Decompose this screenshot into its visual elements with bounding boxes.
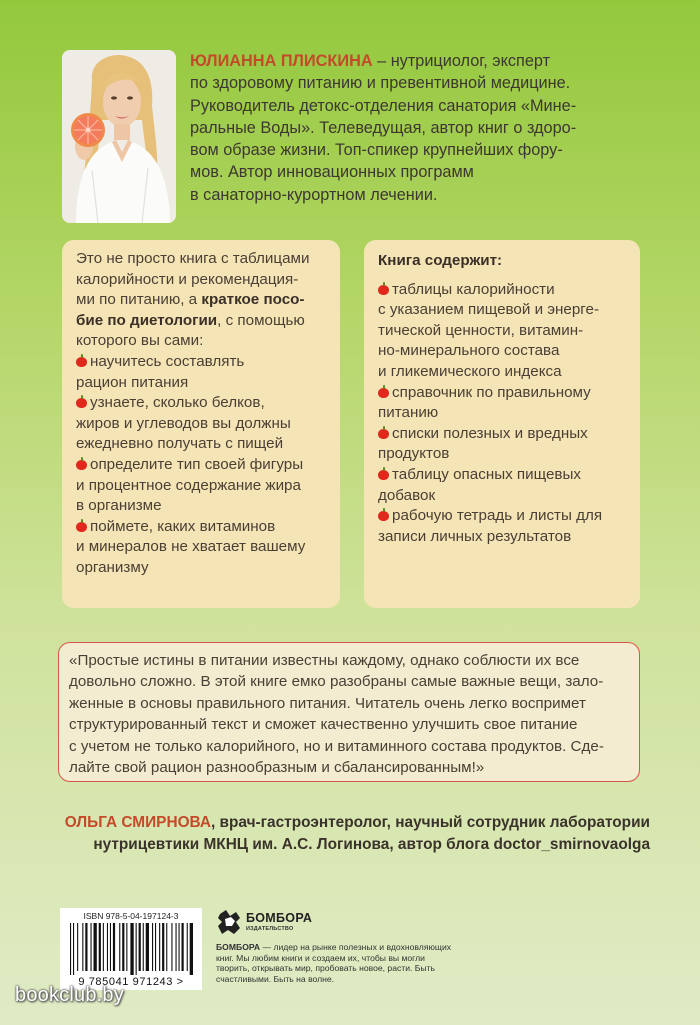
bio-line: ральные Воды». Телеведущая, автор книг о здоро- — [190, 118, 577, 137]
publisher-subtitle: ИЗДАТЕЛЬСТВО — [246, 926, 294, 932]
apple-bullet-icon — [378, 510, 389, 521]
item-line: поймете, каких витаминов — [90, 517, 276, 535]
benefits-list — [76, 352, 334, 579]
bio-line: в санаторно-курортном лечении. — [190, 185, 438, 204]
item-line: тической ценности, витамин- — [378, 321, 584, 339]
bio-line: вом образе жизни. Топ-спикер крупнейших фору- — [190, 141, 563, 160]
item-line: организму — [76, 558, 149, 576]
apple-bullet-icon — [378, 284, 389, 295]
item-line: и гликемического индекса — [378, 362, 562, 380]
item-line: записи личных результатов — [378, 527, 572, 545]
apple-bullet-icon — [76, 356, 87, 367]
quote-line: женные в основы правильного питания. Читатель очень легко воспримет — [69, 694, 586, 712]
item-line: списки полезных и вредных — [392, 424, 588, 442]
list-item — [378, 506, 634, 547]
list-item — [378, 280, 634, 383]
item-line: рацион питания — [76, 373, 189, 391]
bio-line: мов. Автор инновационных программ — [190, 163, 474, 182]
author-bio — [190, 50, 650, 206]
author-name: ЮЛИАННА ПЛИСКИНА — [190, 52, 373, 70]
item-line: таблицу опасных пищевых — [392, 465, 581, 483]
item-line: рабочую тетрадь и листы для — [392, 507, 603, 525]
list-item — [76, 352, 334, 393]
item-line: ежедневно получать с пищей — [76, 435, 284, 453]
quote-line: структурированный текст и сможет качественно улучшить свое питание — [69, 716, 578, 734]
publisher-description — [216, 942, 456, 984]
apple-bullet-icon — [76, 521, 87, 532]
isbn-label: ISBN 978-5-04-197124-3 — [83, 911, 179, 921]
reviewer-name: ОЛЬГА СМИРНОВА — [64, 814, 211, 831]
apple-bullet-icon — [378, 469, 389, 480]
item-line: узнаете, сколько белков, — [90, 394, 265, 412]
quote-line: довольно сложно. В этой книге емко разобраны самые важные вещи, зало- — [69, 673, 604, 691]
item-line: в организме — [76, 497, 162, 515]
book-contents-panel — [364, 240, 640, 608]
barcode-digits: 9 785041 971243 > — [78, 976, 184, 988]
apple-bullet-icon — [378, 387, 389, 398]
list-item — [378, 465, 634, 506]
barcode-bars — [64, 923, 198, 975]
list-item — [76, 455, 334, 517]
publisher-desc-text: — лидер на рынке полезных и вдохновляющих книг. Мы любим книги и создаем их, чтобы вы могли творить, открывать мир, пробовать новое, расти. Быть счастливыми. Быть на волне. — [216, 942, 452, 984]
item-line: таблицы калорийности — [392, 280, 555, 298]
item-line: питанию — [378, 404, 439, 422]
intro-highlight: краткое посо- — [201, 291, 305, 309]
item-line: научитесь составлять — [90, 352, 245, 370]
bio-line: Руководитель детокс-отделения санатория «Мине- — [190, 96, 577, 115]
contents-heading: Книга содержит: — [378, 252, 503, 269]
bombora-logo-icon — [216, 908, 244, 936]
review-quote — [69, 650, 637, 778]
isbn-barcode — [60, 908, 202, 990]
publisher-name: БОМБОРА — [246, 911, 313, 925]
intro-line: Это не просто книга с таблицами — [76, 250, 310, 267]
intro-line: калорийности и рекомендация- — [76, 270, 299, 288]
reviewer-credit — [60, 812, 650, 856]
watermark: bookclub.by — [15, 984, 124, 1006]
item-line: с указанием пищевой и энерге- — [378, 301, 600, 319]
item-line: добавок — [378, 486, 436, 504]
item-line: справочник по правильному — [392, 383, 591, 401]
list-item — [76, 393, 334, 455]
list-item — [378, 424, 634, 465]
publisher-desc-name: БОМБОРА — [216, 942, 261, 952]
reviewer-title: , врач-гастроэнтеролог, научный сотрудник лаборатории — [211, 814, 650, 831]
intro-line: которого вы сами: — [76, 332, 204, 350]
quote-line: с учетом не только калорийного, но и витаминного состава продуктов. Сде- — [69, 737, 604, 755]
intro-highlight: бие по диетологии — [76, 311, 218, 329]
item-line: жиров и углеводов вы должны — [76, 414, 291, 432]
apple-bullet-icon — [76, 459, 87, 470]
intro-line: , с помощью — [217, 311, 305, 329]
reviewer-title: нутрицевтики МКНЦ им. А.С. Логинова, автор блога doctor_smirnovaolga — [93, 836, 650, 853]
list-item — [76, 517, 334, 579]
review-quote-box — [58, 642, 640, 782]
item-line: определите тип своей фигуры — [90, 455, 304, 473]
contents-list — [378, 280, 634, 548]
item-line: и минералов не хватает вашему — [76, 538, 306, 556]
item-line: продуктов — [378, 445, 450, 463]
bio-line: – нутрициолог, эксперт — [372, 52, 551, 70]
intro-line: ми по питанию, а — [76, 291, 202, 309]
quote-line: лайте свой рацион разнообразным и сбалансированным!» — [69, 759, 485, 777]
item-line: но-минерального состава — [378, 342, 560, 360]
apple-bullet-icon — [76, 397, 87, 408]
item-line: и процентное содержание жира — [76, 476, 301, 494]
benefits-intro — [76, 249, 334, 352]
book-benefits-panel — [62, 240, 340, 608]
author-photo — [62, 50, 176, 223]
quote-line: «Простые истины в питании известны каждому, однако соблюсти их все — [69, 652, 580, 669]
apple-bullet-icon — [378, 428, 389, 439]
list-item — [378, 383, 634, 424]
bio-line: по здоровому питанию и превентивной медицине. — [190, 74, 571, 93]
